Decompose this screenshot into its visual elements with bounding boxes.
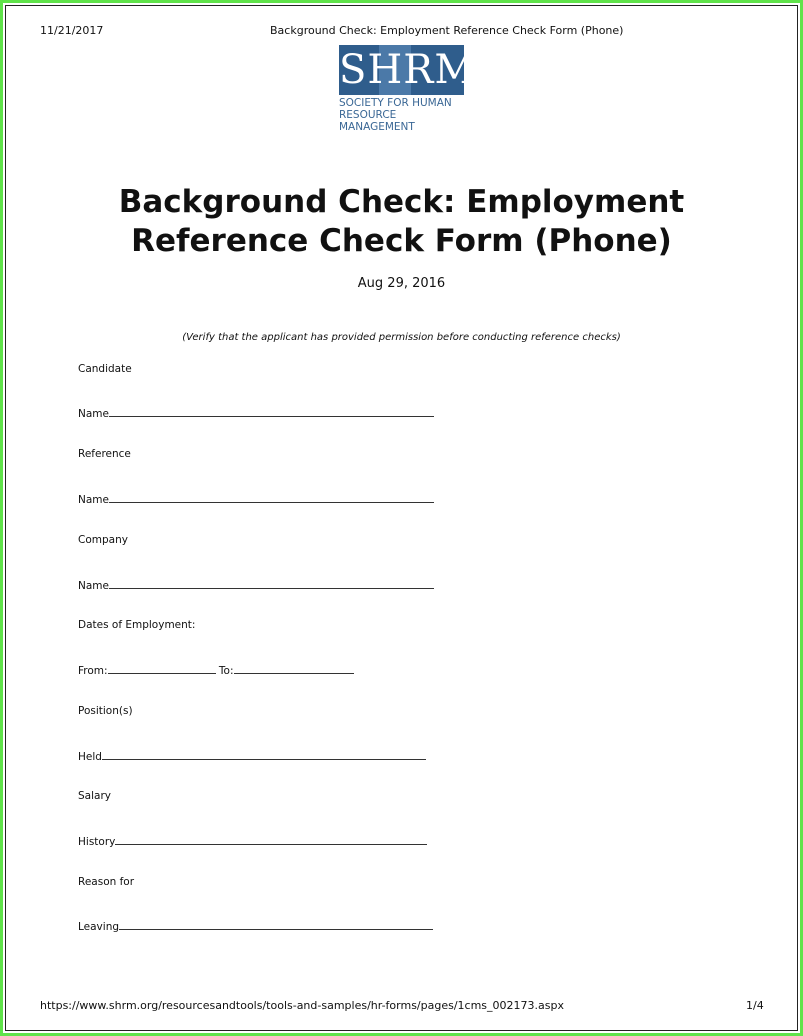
permission-note: (Verify that the applicant has provided permission before conducting reference checks) (182, 332, 621, 343)
document-title (100, 183, 703, 261)
document-date: Aug 29, 2016 (357, 276, 446, 291)
header-date: 11/21/2017 (40, 24, 104, 37)
document-title-line2: Reference Check Form (Phone) (131, 223, 672, 259)
header-title: Background Check: Employment Reference Check Form (Phone) (270, 24, 624, 37)
reason-heading: Reason for (78, 876, 135, 888)
company-name-field[interactable] (109, 577, 434, 589)
candidate-heading: Candidate (78, 363, 132, 375)
reference-name-label: Name (78, 494, 109, 506)
logo-text: SHRM (339, 47, 477, 93)
positions-held-row (78, 748, 426, 763)
salary-history-label: History (78, 836, 116, 848)
reason-leaving-field[interactable] (119, 918, 433, 930)
positions-held-field[interactable] (102, 748, 426, 760)
positions-heading: Position(s) (78, 705, 133, 717)
from-field[interactable] (108, 662, 216, 674)
positions-held-label: Held (78, 751, 102, 763)
document-title-line1: Background Check: Employment (118, 184, 685, 220)
from-label: From: (78, 665, 108, 677)
reference-name-field[interactable] (109, 491, 434, 503)
dates-row (78, 662, 354, 677)
logo-subtitle-line1: SOCIETY FOR HUMAN (339, 97, 452, 109)
reason-leaving-label: Leaving (78, 921, 120, 933)
salary-history-field[interactable] (115, 833, 427, 845)
company-heading: Company (78, 534, 128, 546)
candidate-name-label: Name (78, 408, 109, 420)
salary-heading: Salary (78, 790, 111, 802)
reference-name-row (78, 491, 434, 506)
candidate-name-row (78, 405, 434, 420)
to-field[interactable] (234, 662, 354, 674)
reference-heading: Reference (78, 448, 131, 460)
footer-url[interactable]: https://www.shrm.org/resourcesandtools/tools-and-samples/hr-forms/pages/1cms_002173.aspx (40, 999, 564, 1012)
reason-leaving-row (78, 918, 433, 933)
shrm-logo (339, 45, 477, 133)
to-label: To: (218, 665, 234, 677)
footer-page-number: 1/4 (746, 999, 764, 1012)
candidate-name-field[interactable] (109, 405, 434, 417)
dates-heading: Dates of Employment: (78, 619, 196, 631)
logo-box (339, 45, 477, 95)
salary-history-row (78, 833, 427, 848)
company-name-label: Name (78, 580, 109, 592)
logo-subtitle-line2: RESOURCE MANAGEMENT (339, 109, 415, 133)
company-name-row (78, 577, 434, 592)
logo-subtitle (339, 97, 464, 133)
